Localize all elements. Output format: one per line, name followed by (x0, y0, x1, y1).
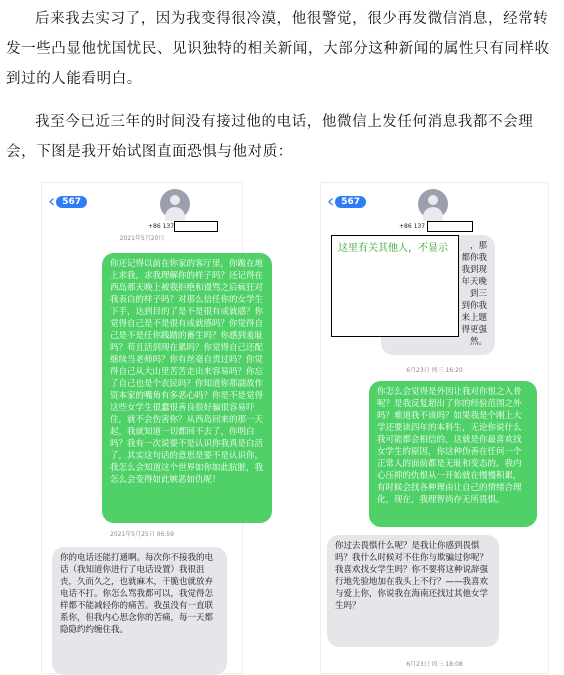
avatar-body-shape (165, 207, 185, 221)
paragraph-2: 我至今已近三年的时间没有接过他的电话，他微信上发任何消息我都不会理会，下图是我开始试图直面恐惧与他对质： (6, 114, 534, 160)
received-message-bubble: ，那 都你我 我到现 年天晚 到三 到你我 来上题 得更强 然。 (381, 235, 495, 355)
avatar[interactable] (160, 189, 190, 219)
sent-message-bubble: 你怎么会觉得是外因让我对你恨之入骨呢？是我反复超出了你的经验范围之外吗？难道我不该吗？如果我是个刚上大学还要读四年的本科生，无论你说什么我可能都会相信的，这就是你最喜欢找女学生的原因，你这种伪善在任何一个正常人的面前都是无耻和变态的。我内心压抑的仇恨从一开始就在慢慢积累，有时候会找各种理由让自己的情绪合理化，现在，我理智尚存无所畏惧。 (369, 381, 537, 527)
timestamp: 2021年5月25日 06:59 (110, 531, 174, 538)
back-button[interactable] (327, 193, 366, 211)
avatar-head-shape (170, 195, 180, 205)
unread-badge: 567 (335, 196, 366, 208)
chevron-left-icon: ‹ (327, 191, 335, 212)
received-message-bubble: 你过去畏惧什么呢？是我让你感到畏惧吗？我什么时候对不住你与欺骗过你呢？我喜欢找女学生吗？你不要将这种说辞强行地先验地加在我头上不行？——我喜欢与爱上你，你说我在海南还找过其他女学生吗？ (327, 535, 499, 647)
back-button[interactable] (48, 193, 87, 211)
contact-phone[interactable]: +86 137 (399, 223, 426, 230)
timestamp: 6月23日 周三 16:20 (406, 367, 463, 374)
avatar-body-shape (423, 207, 443, 221)
avatar[interactable] (418, 189, 448, 219)
privacy-note: 这里有关其他人，不显示 (331, 235, 459, 337)
unread-badge: 567 (56, 196, 87, 208)
paragraph-1: 后来我去实习了，因为我变得很冷漠，他很警觉，很少再发微信消息，经常转发一些凸显他忧国忧民、见识独特的相关新闻，大部分这种新闻的属性只有同样收到过的人能看明白。 (6, 11, 550, 87)
timestamp: 6月23日 周三 18:08 (406, 661, 463, 668)
chat-header (321, 183, 548, 230)
redaction-box (427, 221, 473, 232)
redaction-box (174, 221, 218, 232)
left-chat-screenshot (41, 182, 264, 674)
timestamp: 2021年5月20日 (119, 235, 165, 242)
received-message-bubble: 你的电话还能打通啊。每次你不接我的电话（我知道你进行了电话设置）我很沮丧，久而久之，也就麻木，干脆也就放弃电话不打。你怎么骂我都可以，我觉得怎样都不能减轻你的痛苦。我虽没有一直联系你，但我内心思念你的苦痛，每一天都隐隐约约缠住我。 (52, 547, 227, 675)
sent-message-bubble: 你还记得以前在你家的客厅里，你跪在地上求我，求我理解你的样子吗？还记得在西岛那天晚上被我拒绝和谩骂之后疯狂对我表白的样子吗？对那么信任你的女学生下手，达到目的了是不是很有成就感？你觉得自己是不是很有成就感吗？你觉得自己是不是任你践踏的畜生吗？你感到羞耻吗？苟且活到现在累吗？你觉得自己还配继续当老师吗？你有丝毫自责过吗？你觉得自己从大山里苦苦走出来容易吗？你忘了自己也是个农民吗？你知道你那副故作资本家的嘴角有多恶心吗？你是不是觉得这些女学生很蠢很善良很好骗很容易吓住，就不会伤害你？从西岛回来的那一天起，我就知道一切都回不去了，你明白吗？我有一次说要不是认识你我真是白活了，其实这句话的意思是要不是认识你，我怎么会知道这个世界如你如此肮脏，我怎么会变得如此嫉恶如仇呢！ (102, 253, 272, 523)
right-chat-screenshot (320, 182, 549, 674)
contact-phone[interactable]: +86 137 (148, 223, 175, 230)
avatar-head-shape (428, 195, 438, 205)
chevron-left-icon: ‹ (48, 191, 56, 212)
chat-header (42, 183, 242, 230)
